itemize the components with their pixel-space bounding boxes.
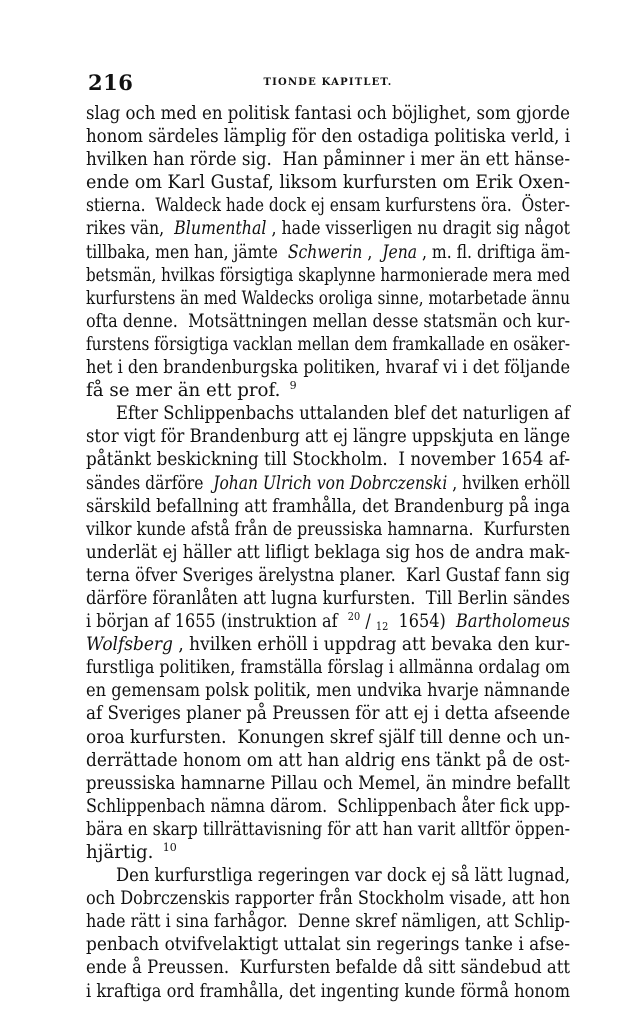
text-segment: och Dobrczenskis rapporter från Stockholm visade, att hon [86, 888, 571, 910]
text-line [86, 495, 570, 518]
text-segment: Schlippenbach nämna därom. Schlippenbach åter fick upp- [86, 795, 570, 817]
text-line [86, 217, 570, 240]
body-text [86, 102, 570, 1003]
text-segment: betsmän, hvilkas försigtiga skaplynne harmonierade mera med [86, 264, 571, 286]
text-segment: kurfurstens än med Waldecks oroliga sinne, motarbetade ännu [86, 287, 570, 309]
text-line [86, 910, 570, 933]
text-line [86, 472, 570, 495]
text-segment: i början af 1655 (instruktion af [86, 611, 343, 633]
text-line [86, 610, 570, 633]
text-segment: stor vigt för Brandenburg att ej längre uppskjuta en länge [86, 426, 571, 448]
text-segment: honom särdeles lämplig för den ostadiga politiska verld, i [86, 126, 571, 148]
text-segment: påtänkt beskickning till Stockholm. I november 1654 af- [86, 449, 571, 471]
italic-name: Bartholomeus [456, 611, 570, 633]
text-line [86, 379, 570, 402]
text-segment: sändes därföre [86, 472, 209, 494]
text-line [86, 633, 570, 656]
text-line [86, 749, 570, 772]
text-line [86, 656, 570, 679]
text-line [86, 148, 570, 171]
text-line [86, 448, 570, 471]
text-line [86, 125, 570, 148]
italic-name: Schwerin [287, 241, 363, 263]
text-segment: Den kurfurstliga regeringen var dock ej så lätt lugnad, [116, 865, 571, 887]
text-segment: i kraftiga ord framhålla, det ingenting kunde förmå honom [86, 980, 570, 1002]
page-number: 216 [88, 70, 134, 95]
text-segment: hade rätt i sina farhågor. Denne skref nämligen, att Schlip- [86, 911, 571, 933]
text-line [86, 702, 570, 725]
text-segment: oroa kurfursten. Konungen skref själf till denne och un- [86, 726, 571, 748]
footnote-marker: 9 [286, 379, 297, 393]
text-line [86, 171, 570, 194]
text-segment: ende å Preussen. Kurfursten befalde då sitt sändebud att [86, 957, 571, 979]
text-segment: därföre föranlåten att lugna kurfursten. Till Berlin sändes [86, 587, 571, 609]
text-segment: furstens försigtiga vacklan mellan dem framkallade en osäker- [86, 333, 570, 355]
text-line [86, 564, 570, 587]
text-line [86, 841, 570, 864]
text-segment: stierna. Waldeck hade dock ej ensam kurfurstens öra. Öster- [86, 195, 571, 217]
text-segment: slag och med en politisk fantasi och böjlighet, som gjorde [86, 103, 570, 124]
italic-name: Jena [382, 241, 418, 263]
text-line [86, 402, 570, 425]
text-line [86, 933, 570, 956]
text-line [86, 587, 570, 610]
date-denominator: 12 [375, 620, 389, 634]
text-segment: underlät ej häller att lifligt beklaga sig hos de andra mak- [86, 541, 570, 563]
text-segment: Efter Schlippenbachs uttalanden blef det naturligen af [116, 403, 570, 425]
text-line [86, 726, 570, 749]
text-line [86, 887, 570, 910]
text-segment: en gemensam polsk politik, men undvika hvarje nämnande [86, 680, 570, 702]
text-segment: bära en skarp tillrättavisning för att han varit alltför öppen- [86, 818, 571, 840]
footnote-marker: 10 [159, 841, 177, 854]
text-segment: / [365, 611, 371, 633]
footnote-marker: 20 [347, 610, 361, 624]
text-line [86, 287, 570, 310]
text-segment: derrättade honom om att han aldrig ens tänkt på de ost- [86, 749, 570, 771]
text-segment: penbach otvifvelaktigt uttalat sin regerings tanke i afse- [86, 934, 571, 956]
text-line [86, 818, 570, 841]
text-line [86, 864, 570, 887]
text-segment: få se mer än ett prof. [86, 380, 281, 402]
text-line [86, 333, 570, 356]
text-line [86, 310, 570, 333]
text-line [86, 772, 570, 795]
text-segment: preussiska hamnarne Pillau och Memel, än mindre befallt [86, 772, 570, 794]
italic-name: Johan Ulrich von Dobrczenski [213, 472, 448, 494]
text-segment: , [367, 241, 378, 263]
text-segment: , hvilken erhöll i uppdrag att bevaka den kur- [178, 634, 571, 656]
text-line [86, 980, 570, 1003]
text-segment: rikes vän, [86, 218, 170, 240]
text-segment: , m. fl. driftiga äm- [422, 241, 570, 263]
text-segment: het i den brandenburgska politiken, hvaraf vi i det följande [86, 357, 571, 379]
text-line [86, 795, 570, 818]
text-segment: särskild befallning att framhålla, det Brandenburg på inga [86, 495, 571, 517]
text-segment: 1654) [393, 611, 451, 633]
text-segment: vilkor kunde afstå från de preussiska hamnarna. Kurfursten [86, 518, 570, 540]
text-segment: terna öfver Sveriges ärelystna planer. Karl Gustaf fann sig [86, 564, 571, 586]
text-segment: furstliga politiken, framställa förslag i allmänna ordalag om [86, 657, 571, 679]
text-segment: af Sveriges planer på Preussen för att ej i detta afseende [86, 703, 570, 725]
text-line [86, 518, 570, 541]
text-line [86, 956, 570, 979]
text-segment: , hade visserligen nu dragit sig något [271, 218, 571, 240]
text-line [86, 194, 570, 217]
text-line [86, 679, 570, 702]
italic-name: Wolfsberg [86, 634, 173, 656]
text-line [86, 102, 570, 125]
text-segment: , hvilken erhöll [452, 472, 571, 494]
text-segment: hvilken han rörde sig. Han påminner i mer än ett hänse- [86, 149, 570, 171]
text-line [86, 356, 570, 379]
page-header [86, 70, 570, 94]
text-segment: ofta denne. Motsättningen mellan desse statsmän och kur- [86, 310, 571, 332]
italic-name: Blumenthal [174, 218, 267, 240]
text-segment: ende om Karl Gustaf, liksom kurfursten om Erik Oxen- [86, 172, 570, 194]
text-line [86, 264, 570, 287]
running-title: TIONDE KAPITLET. [263, 77, 393, 88]
text-segment: tillbaka, men han, jämte [86, 241, 283, 263]
text-line [86, 425, 570, 448]
text-line [86, 541, 570, 564]
text-segment: hjärtig. [86, 842, 154, 863]
text-line [86, 241, 570, 264]
